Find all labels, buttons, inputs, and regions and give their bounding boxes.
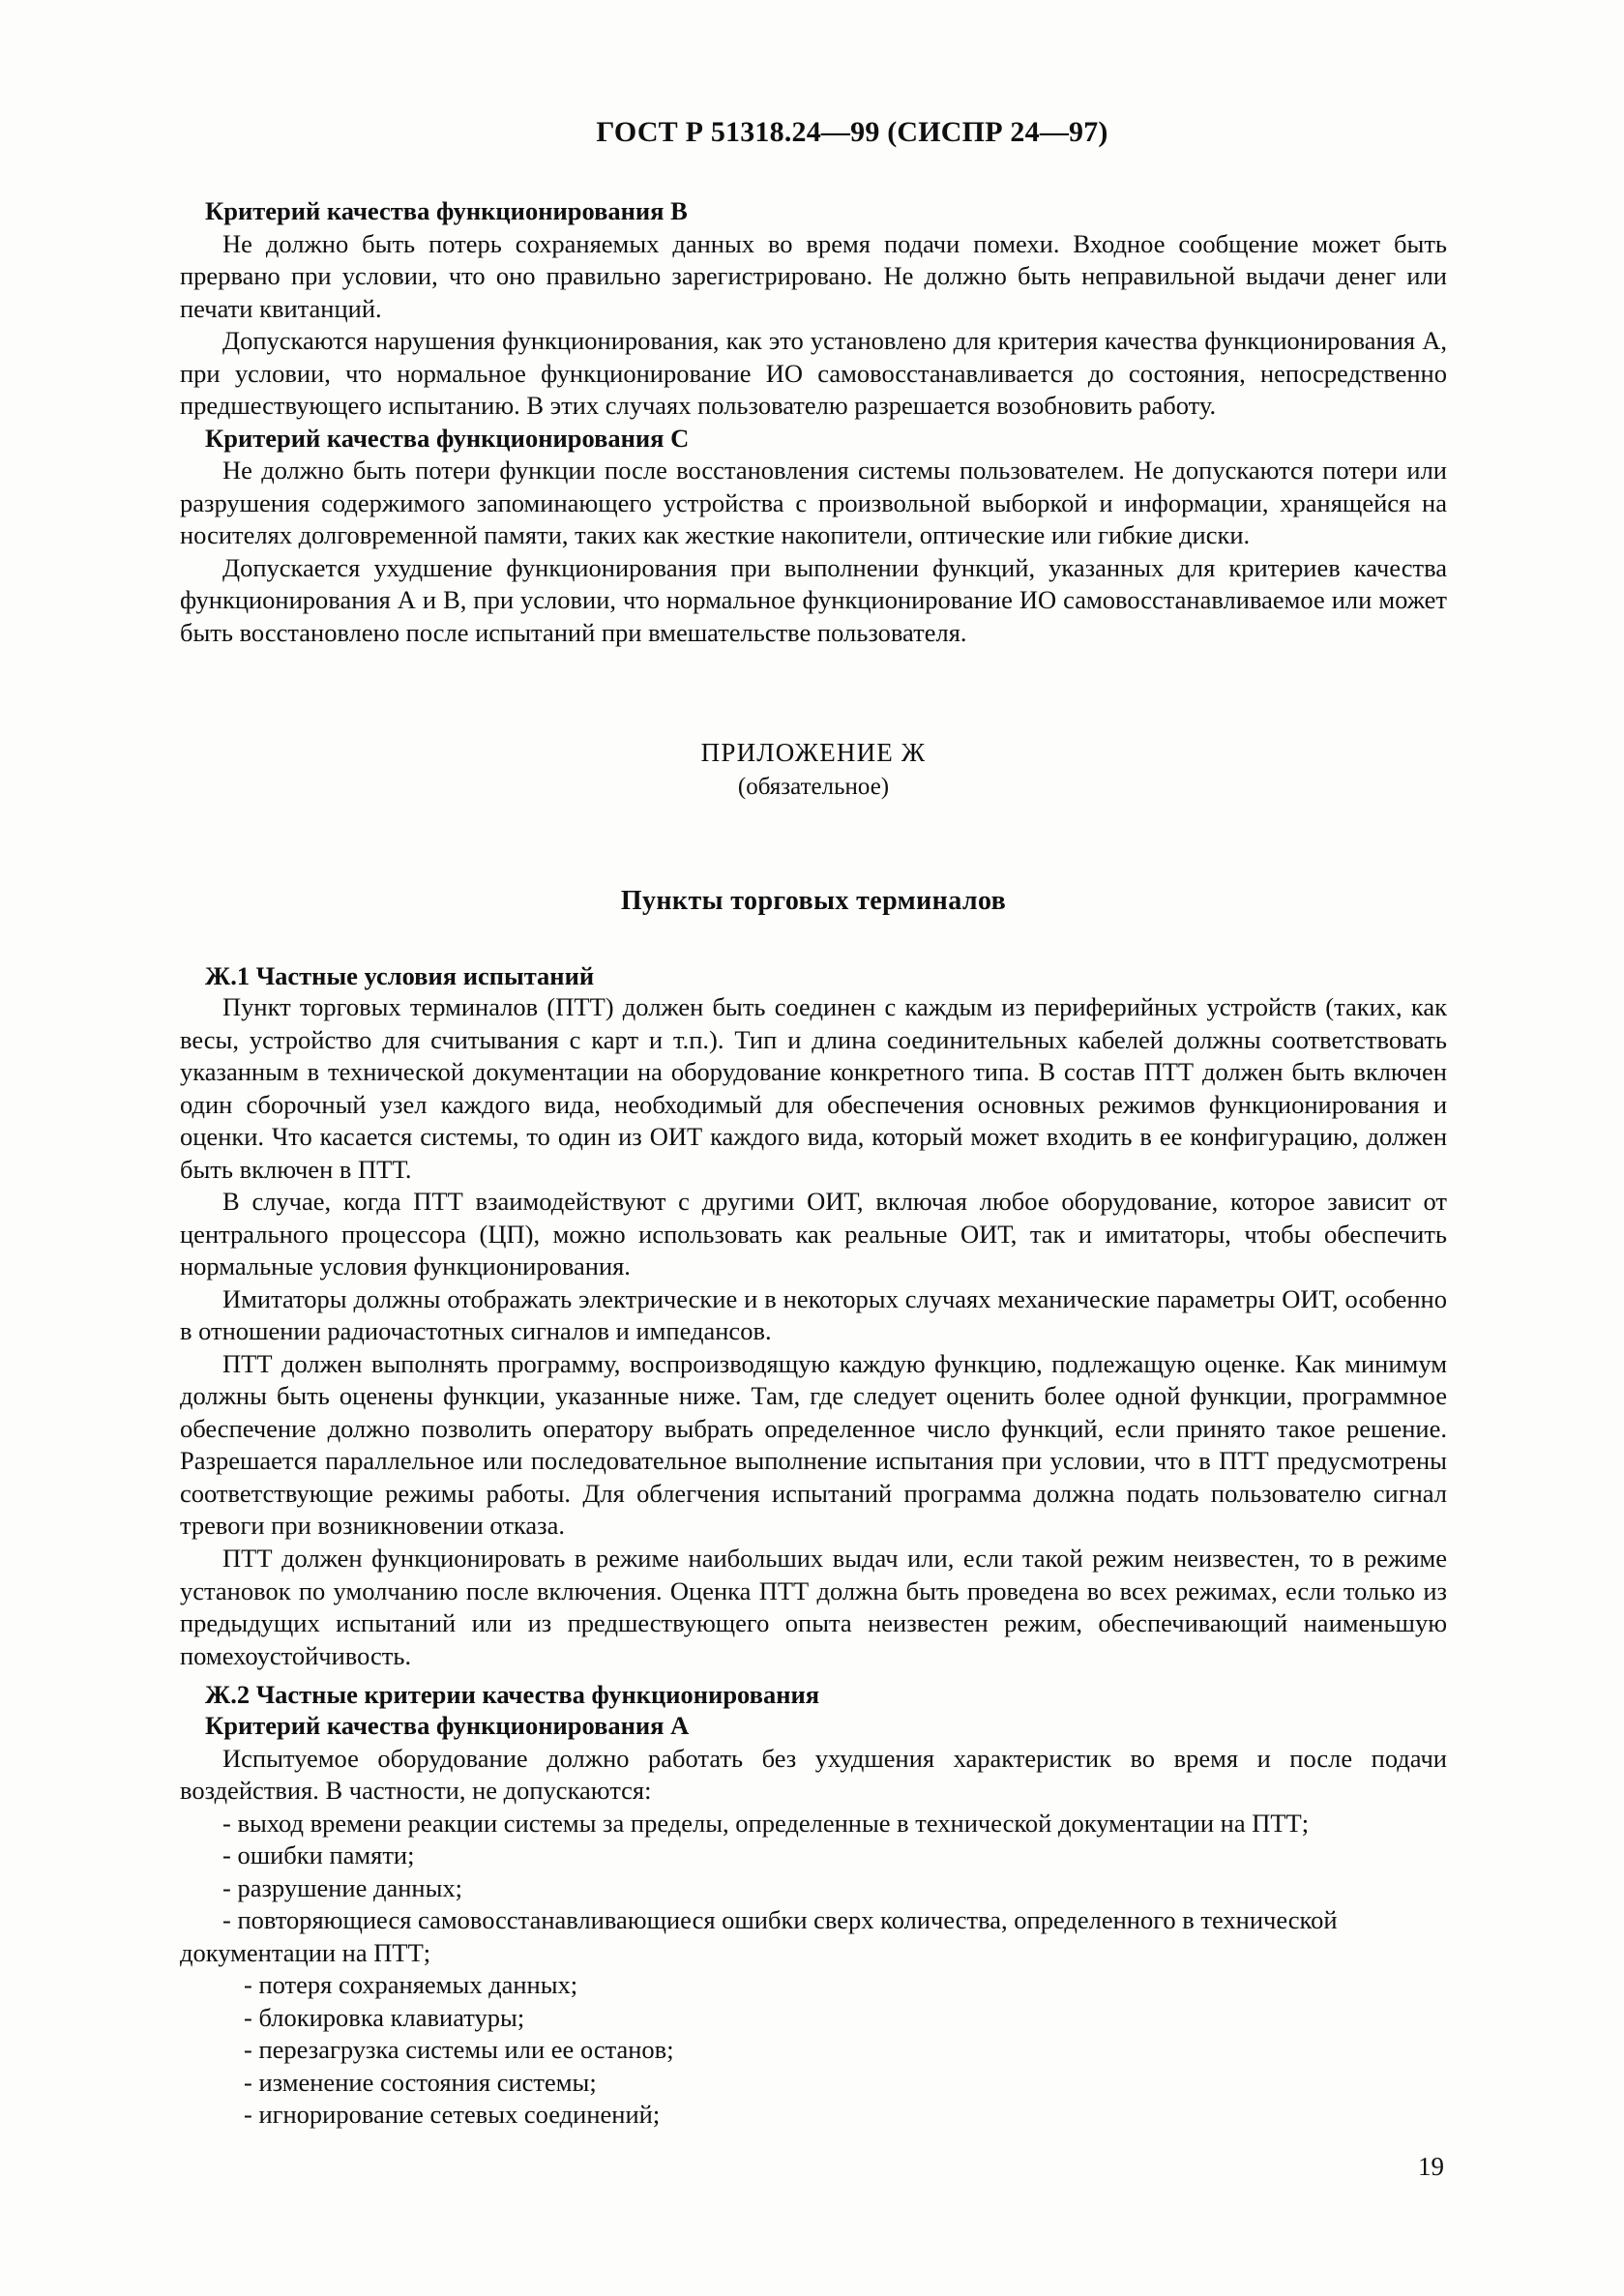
document-header-standard-number: ГОСТ Р 51318.24—99 (СИСПР 24—97) [596,116,1108,148]
criteria-b-paragraph-2: Допускаются нарушения функционирования, как это установлено для критерия качества функционирования А, при условии, что нормальное функционирование ИО самовосстанавливается до состояния, непосредственно предшествующего испытанию. В этих случаях пользователю разрешается возобновить работу. [180,326,1447,421]
list-item: - разрушение данных; [222,1872,463,1902]
list-item: - выход времени реакции системы за пределы, определенные в технической документации на ПТТ; [222,1808,1310,1838]
clause-zh1-heading: Ж.1 Частные условия испытаний [205,961,595,991]
list-item: - игнорирование сетевых соединений; [244,2100,661,2130]
list-item: - ошибки памяти; [222,1840,415,1870]
annex-subtitle: (обязательное) [737,774,890,801]
criteria-c-heading: Критерий качества функционирования С [205,423,690,453]
clause-zh2-heading: Ж.2 Частные критерии качества функционирования [205,1680,820,1710]
page-number: 19 [1418,2152,1444,2181]
list-item: - перезагрузка системы или ее останов; [244,2035,674,2065]
criteria-b-paragraph-1: Не должно быть потерь сохраняемых данных во время подачи помехи. Входное сообщение может быть прервано при условии, что оно правильно зарегистрировано. Не должно быть неправильной выдачи денег или печати квитанций. [180,228,1447,323]
criteria-a-heading: Критерий качества функционирования А [205,1711,690,1741]
annex-section-title: Пункты торговых терминалов [620,886,1007,917]
criteria-c-paragraph-2: Допускается ухудшение функционирования при выполнении функций, указанных для критериев качества функционирования А и В, при условии, что нормальное функционирование ИО самовосстанавливаемое или может быть восстановлено после испытаний при вмешательстве пользователя. [180,552,1447,647]
clause-zh1-paragraph-4: ПТТ должен выполнять программу, воспроизводящую каждую функцию, подлежащую оценке. Как минимум должны быть оценены функции, указанные ниже. Там, где следует оценить более одной функции, программное обеспечение должно позволить оператору выбрать определенное число функций, если принято такое решение. Разрешается параллельное или последовательное выполнение испытания при условии, что в ПТТ предусмотрены соответствующие режимы работы. Для облегчения испытаний программа должна подать пользователю сигнал тревоги при возникновении отказа. [180,1348,1447,1541]
list-item: - изменение состояния системы; [244,2067,597,2097]
criteria-a-bullet-list-second [180,1969,1447,2132]
clause-zh1-paragraph-5: ПТТ должен функционировать в режиме наибольших выдач или, если такой режим неизвестен, то в режиме установок по умолчанию после включения. Оценка ПТТ должна быть проведена во всех режимах, если только из предыдущих испытаний или из предшествующего опыта неизвестен режим, обеспечивающий наименьшую помехоустойчивость. [180,1543,1447,1670]
list-item: - потеря сохраняемых данных; [244,1970,578,2000]
criteria-a-paragraph-1: Испытуемое оборудование должно работать без ухудшения характеристик во время и после подачи воздействия. В частности, не допускаются: [180,1743,1447,1806]
page-content [180,116,1447,2132]
clause-zh1-paragraph-2: В случае, когда ПТТ взаимодействуют с другими ОИТ, включая любое оборудование, которое зависит от центрального процессора (ЦП), можно использовать как реальные ОИТ, так и имитаторы, чтобы обеспечить нормальные условия функционирования. [180,1187,1447,1281]
criteria-b-heading: Критерий качества функционирования В [205,196,688,225]
criteria-a-bullet-continuation: документации на ПТТ; [180,1937,431,1967]
list-item: - повторяющиеся самовосстанавливающиеся ошибки сверх количества, определенного в технической [222,1905,1338,1935]
criteria-c-paragraph-1: Не должно быть потери функции после восстановления системы пользователем. Не допускаются потери или разрушения содержимого запоминающего устройства с произвольной выборкой и информации, хранящейся на носителях долговременной памяти, таких как жесткие накопители, оптические или гибкие диски. [180,456,1447,550]
clause-zh1-paragraph-3: Имитаторы должны отображать электрические и в некоторых случаях механические параметры ОИТ, особенно в отношении радиочастотных сигналов и импедансов. [180,1283,1447,1346]
criteria-a-bullet-list-first [180,1808,1447,1937]
annex-title: ПРИЛОЖЕНИЕ Ж [700,738,927,768]
clause-zh1-paragraph-1: Пункт торговых терминалов (ПТТ) должен быть соединен с каждым из периферийных устройств (таких, как весы, устройство для считывания с карт и т.п.). Тип и длина соединительных кабелей должны соответствовать указанным в технической документации на оборудование конкретного типа. В состав ПТТ должен быть включен один сборочный узел каждого вида, необходимый для обеспечения основных режимов функционирования и оценки. Что касается системы, то один из ОИТ каждого вида, который может входить в ее конфигурацию, должен быть включен в ПТТ. [180,992,1447,1184]
list-item: - блокировка клавиатуры; [244,2002,525,2032]
